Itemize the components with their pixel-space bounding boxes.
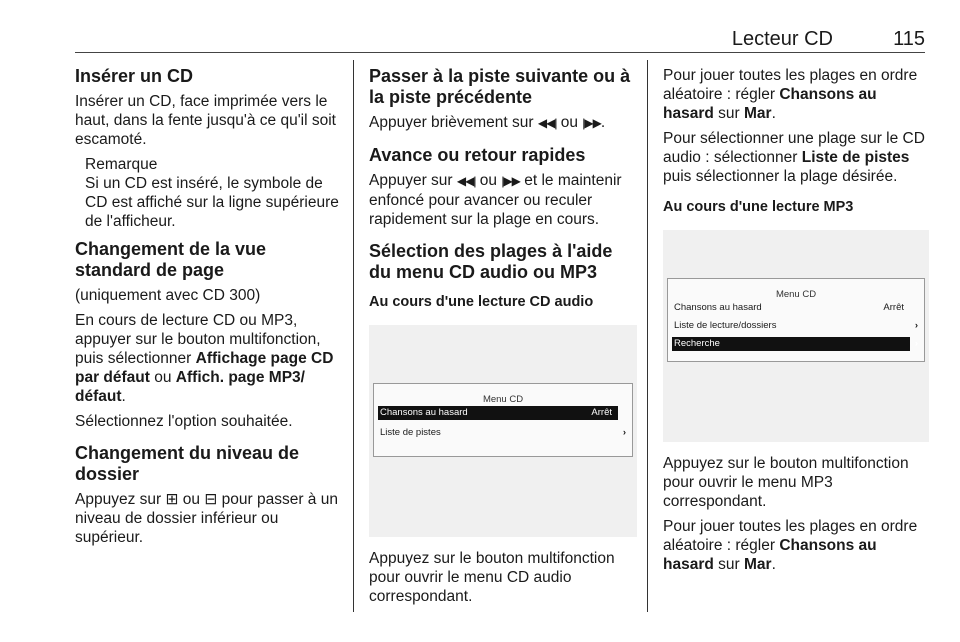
menu-row-playlist — [672, 319, 918, 333]
text: et le maintenir enfoncé pour avancer ou reculer rapidement sur la plage en cours. — [369, 172, 622, 228]
menu-term: Liste de pistes — [801, 149, 910, 166]
paragraph — [663, 517, 929, 574]
menu-row-shuffle — [378, 406, 618, 420]
text: Appuyez sur — [75, 491, 166, 508]
text: . — [771, 105, 776, 122]
text: ou — [475, 172, 502, 189]
row-label: Liste de lecture/dossiers — [674, 320, 777, 331]
column-2 — [369, 66, 637, 612]
menu-title: Menu CD — [482, 394, 524, 405]
text: . — [121, 388, 126, 405]
heading-track: Passer à la piste suivante ou à la piste précédente — [369, 66, 631, 107]
paragraph: (uniquement avec CD 300) — [75, 287, 261, 304]
note-label: Remarque — [85, 156, 158, 173]
menu-row-track-list — [378, 426, 626, 440]
paragraph — [663, 129, 929, 186]
menu-term: Mar — [744, 105, 772, 122]
text: pour passer à un niveau de dossier inférieur ou supérieur. — [75, 491, 338, 546]
text: Pour jouer toutes les plages en ordre aléatoire : régler — [663, 67, 918, 103]
text: ou — [149, 369, 176, 386]
next-track-icon: |▶▶ — [582, 116, 601, 130]
heading-view: Changement de la vue standard de page — [75, 239, 267, 280]
column-1 — [75, 66, 343, 553]
paragraph: Appuyez sur le bouton multifonction pour ouvrir le menu CD audio correspondant. — [369, 550, 615, 605]
subheading-mp3: Au cours d'une lecture MP3 — [663, 199, 854, 215]
column-divider — [647, 60, 648, 612]
row-label: Recherche — [674, 338, 720, 349]
text: . — [771, 556, 776, 573]
paragraph — [369, 171, 637, 229]
menu-row-shuffle — [672, 301, 910, 315]
text: En cours de lecture CD ou MP3, appuyer sur le bouton multifonction, puis sélectionner — [75, 312, 321, 367]
text: Pour sélectionner une plage sur le CD audio : sélectionner — [663, 130, 925, 166]
paragraph — [75, 490, 343, 547]
chevron-right-icon: › — [622, 427, 626, 438]
text: Appuyer sur — [369, 172, 457, 189]
text: ou — [556, 114, 583, 131]
row-value: Arrêt — [883, 302, 904, 313]
menu-title: Menu CD — [775, 289, 817, 300]
page-number: 115 — [893, 28, 925, 50]
mp3-menu-screenshot — [663, 230, 929, 442]
text: ou — [178, 491, 205, 508]
row-value: Arrêt — [591, 407, 612, 418]
row-label: Chansons au hasard — [380, 407, 468, 418]
page-header — [75, 26, 925, 53]
column-3 — [663, 66, 929, 580]
menu-term: Chansons au hasard — [663, 537, 877, 573]
chevron-right-icon: › — [914, 320, 918, 331]
row-label: Chansons au hasard — [674, 302, 762, 313]
heading-folder: Changement du niveau de dossier — [75, 443, 300, 484]
subheading-cd: Au cours d'une lecture CD audio — [369, 294, 594, 310]
paragraph — [75, 311, 343, 406]
fast-forward-icon: |▶▶ — [501, 174, 520, 188]
display-panel — [667, 278, 925, 362]
chevron-right-icon: › — [914, 338, 918, 349]
folder-down-icon: ⊞ — [165, 491, 179, 508]
paragraph — [369, 113, 637, 133]
section-title: Lecteur CD — [731, 28, 833, 50]
column-divider — [353, 60, 354, 612]
text: puis sélectionner la plage désirée. — [663, 168, 898, 185]
paragraph — [663, 66, 929, 123]
heading-fast: Avance ou retour rapides — [369, 145, 586, 165]
menu-term: Affich. page MP3/ défaut — [75, 369, 305, 405]
paragraph: Sélectionnez l'option souhaitée. — [75, 413, 293, 430]
menu-term: Chansons au hasard — [663, 86, 877, 122]
menu-row-search — [672, 337, 918, 351]
cd-menu-screenshot — [369, 325, 637, 537]
text: Pour jouer toutes les plages en ordre aléatoire : régler — [663, 518, 918, 554]
heading-insert-cd: Insérer un CD — [75, 66, 194, 86]
text: sur — [713, 105, 744, 122]
paragraph: Insérer un CD, face imprimée vers le haut, dans la fente jusqu'à ce qu'il soit escamoté. — [75, 93, 336, 148]
row-label: Liste de pistes — [380, 427, 441, 438]
note-box — [85, 155, 343, 231]
display-panel — [373, 383, 633, 457]
text: . — [600, 114, 606, 131]
paragraph: Appuyez sur le bouton multifonction pour ouvrir le menu MP3 correspondant. — [663, 455, 909, 510]
menu-term: Mar — [744, 556, 772, 573]
text: Appuyer brièvement sur — [369, 114, 538, 131]
folder-up-icon: ⊟ — [204, 491, 218, 508]
menu-term: Affichage page CD par défaut — [75, 350, 334, 386]
text: sur — [713, 556, 744, 573]
previous-track-icon: ◀◀| — [537, 116, 557, 130]
rewind-icon: ◀◀| — [456, 174, 476, 188]
heading-menu: Sélection des plages à l'aide du menu CD audio ou MP3 — [369, 241, 613, 282]
note-text: Si un CD est inséré, le symbole de CD est affiché sur la ligne supérieure de l'afficheur. — [85, 175, 339, 230]
